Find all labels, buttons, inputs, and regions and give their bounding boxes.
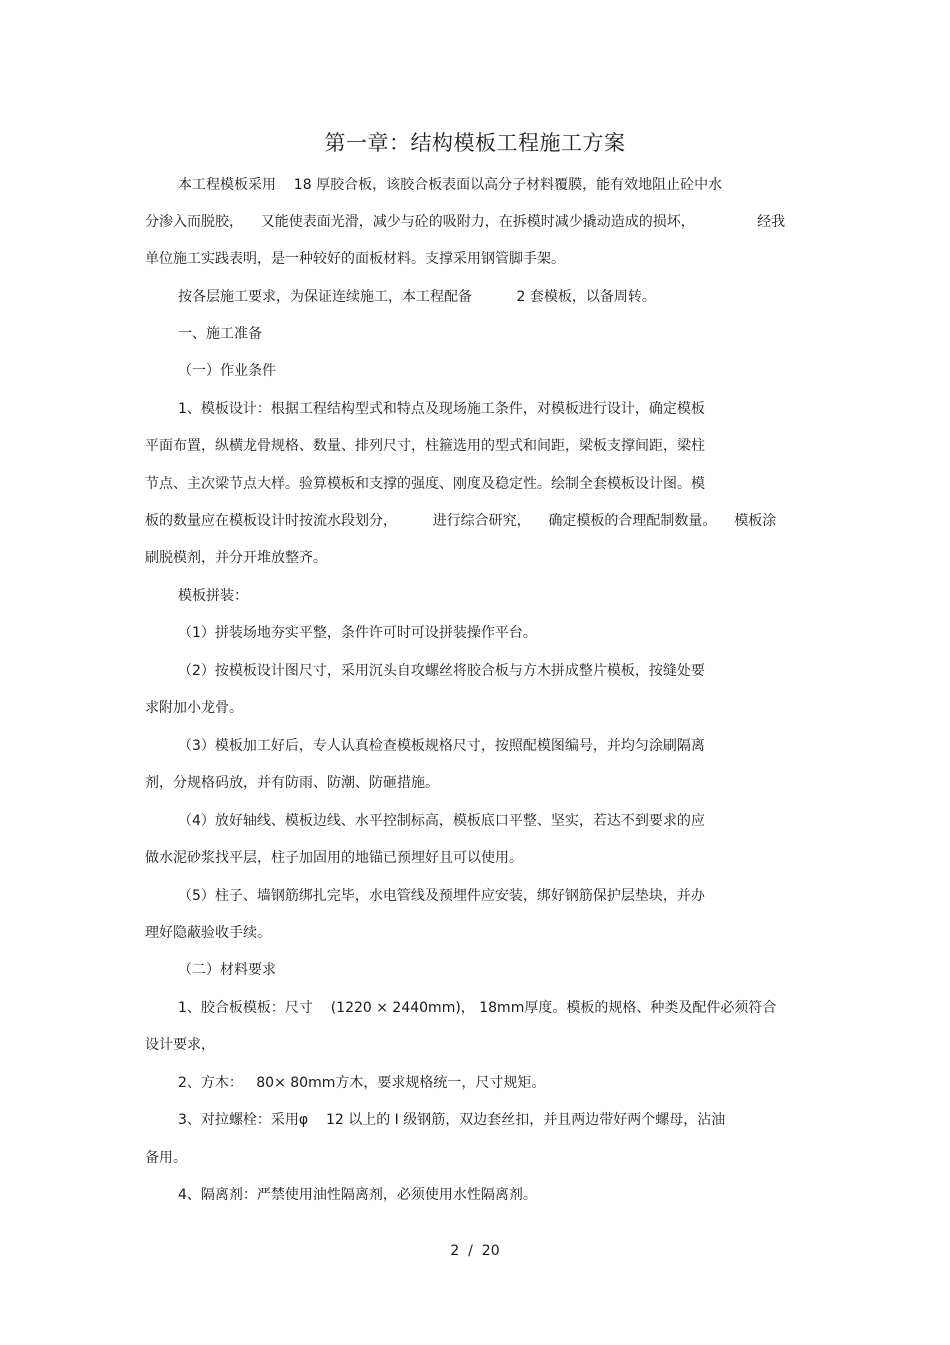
list-item: 4、隔离剂：严禁使用油性隔离剂，必须使用水性隔离剂。 xyxy=(178,1187,537,1203)
list-item: （2）按模板设计图尺寸，采用沉头自攻螺丝将胶合板与方木拼成整片模板，按缝处要 xyxy=(178,663,705,679)
paragraph-line: 求附加小龙骨。 xyxy=(145,700,243,716)
paragraph-line: 平面布置，纵横龙骨规格、数量、排列尺寸，柱箍选用的型式和间距，梁板支撑间距，梁柱 xyxy=(145,438,705,454)
section-heading: 一、施工准备 xyxy=(178,326,262,342)
paragraph-line: 按各层施工要求，为保证连续施工，本工程配备 2 套模板，以备周转。 xyxy=(178,289,656,305)
paragraph-line: 备用。 xyxy=(145,1150,187,1166)
paragraph-line: 板的数量应在模板设计时按流水段划分， 进行综合研究， 确定模板的合理配制数量。 模板涂 xyxy=(145,513,777,529)
list-item: （1）拼装场地夯实平整，条件许可时可设拼装操作平台。 xyxy=(178,625,537,641)
subsection-heading: （二）材料要求 xyxy=(178,962,276,978)
paragraph-line: 刷脱模剂，并分开堆放整齐。 xyxy=(145,550,327,566)
chapter-title: 第一章：结构模板工程施工方案 xyxy=(324,131,626,155)
list-item: 3、对拉螺栓：采用φ 12 以上的 I 级钢筋，双边套丝扣，并且两边带好两个螺母，沾油 xyxy=(178,1112,726,1128)
paragraph-line: 单位施工实践表明，是一种较好的面板材料。支撑采用钢管脚手架。 xyxy=(145,251,565,267)
paragraph-line: 1、模板设计：根据工程结构型式和特点及现场施工条件，对模板进行设计，确定模板 xyxy=(178,401,705,417)
list-item: （4）放好轴线、模板边线、水平控制标高，模板底口平整、坚实，若达不到要求的应 xyxy=(178,813,705,829)
subsection-heading: （一）作业条件 xyxy=(178,363,276,379)
paragraph-line: 剂，分规格码放，并有防雨、防潮、防砸措施。 xyxy=(145,775,439,791)
paragraph-line: 节点、主次梁节点大样。验算模板和支撑的强度、刚度及稳定性。绘制全套模板设计图。模 xyxy=(145,476,705,492)
paragraph-line: 做水泥砂浆找平层，柱子加固用的地锚已预埋好且可以使用。 xyxy=(145,850,523,866)
page-number: 2 / 20 xyxy=(450,1243,500,1259)
list-item: 1、胶合板模板：尺寸 (1220 × 2440mm)， 18mm厚度。模板的规格、种类及配件必须符合 xyxy=(178,1000,777,1016)
paragraph-line: 分渗入而脱胶， 又能使表面光滑，减少与砼的吸附力，在拆模时减少撬动造成的损坏， 经我 xyxy=(145,214,786,230)
list-item: 2、方木： 80× 80mm方木，要求规格统一，尺寸规矩。 xyxy=(178,1075,546,1091)
paragraph-line: 本工程模板采用 18 厚胶合板，该胶合板表面以高分子材料覆膜，能有效地阻止砼中水 xyxy=(178,177,723,193)
paragraph-line: 理好隐蔽验收手续。 xyxy=(145,925,271,941)
list-item: （3）模板加工好后，专人认真检查模板规格尺寸，按照配模图编号，并均匀涂刷隔离 xyxy=(178,738,705,754)
paragraph-line: 设计要求， xyxy=(145,1037,215,1053)
subsection-heading: 模板拼装： xyxy=(178,588,248,604)
list-item: （5）柱子、墙钢筋绑扎完毕，水电管线及预埋件应安装，绑好钢筋保护层垫块，并办 xyxy=(178,888,705,904)
